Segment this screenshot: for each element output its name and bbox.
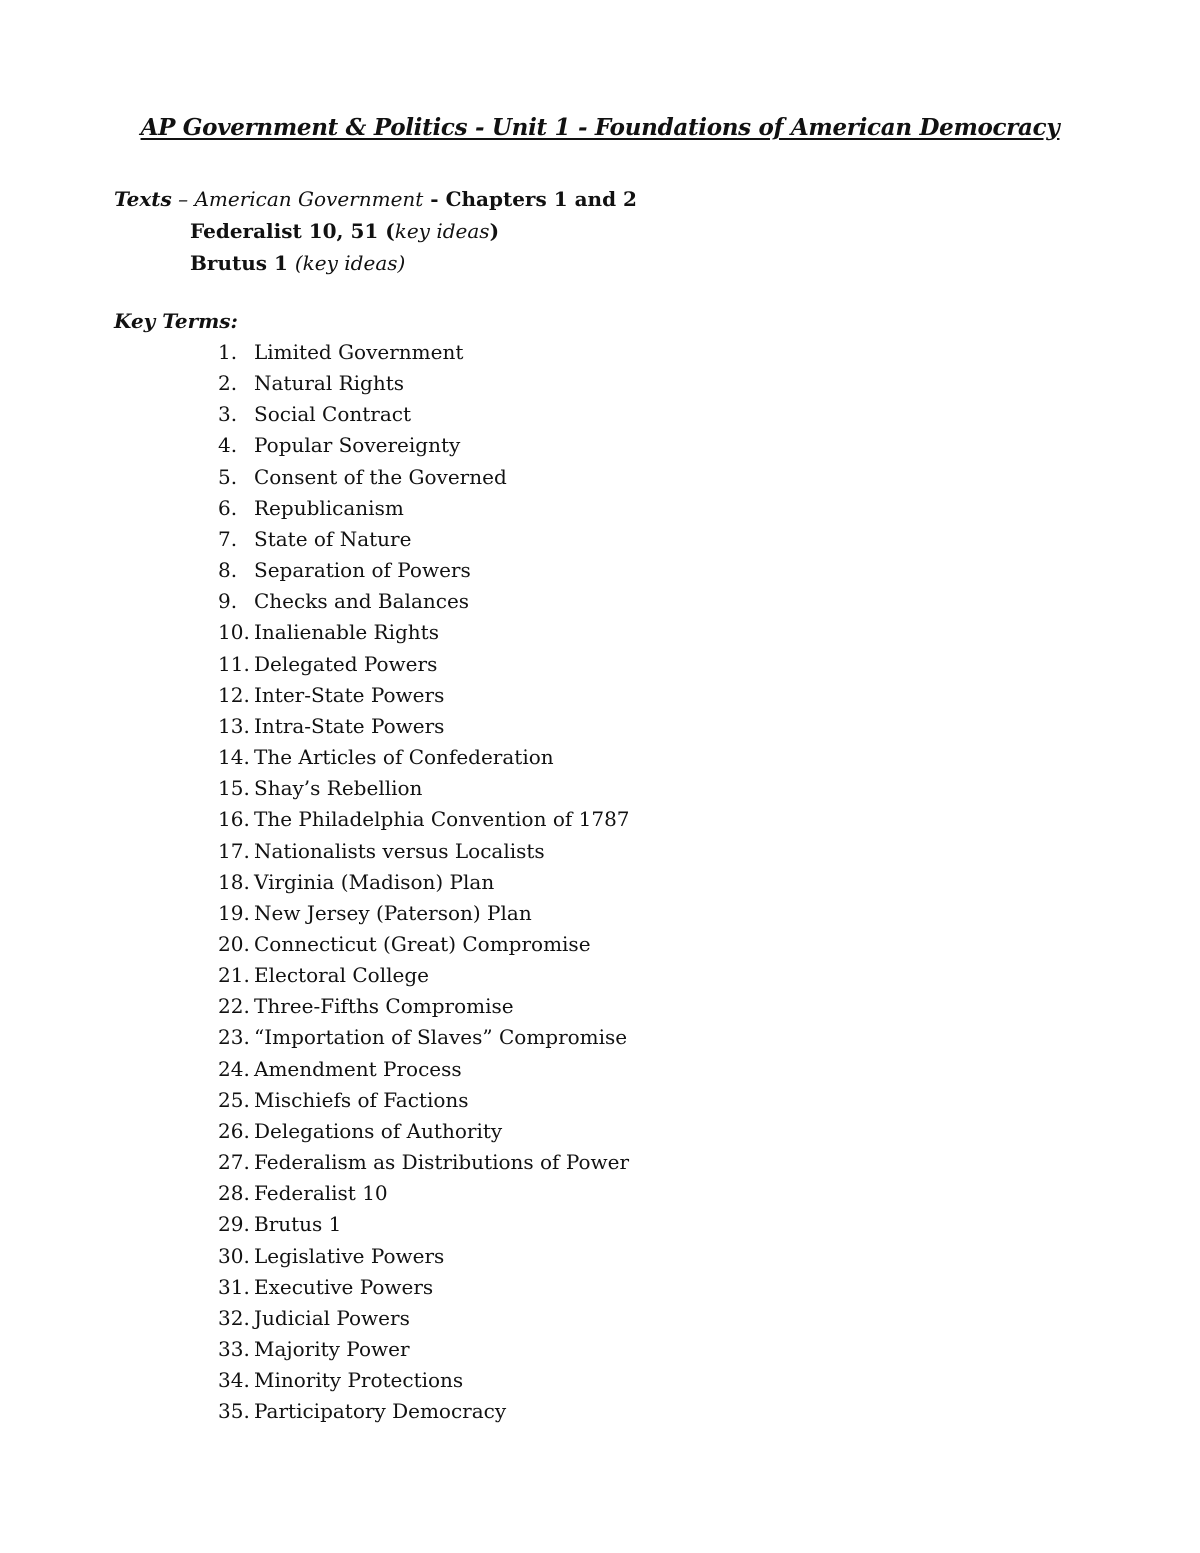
key-term-number: 24. (218, 1056, 250, 1081)
key-term-item (218, 1334, 630, 1365)
key-term-text: Inter-State Powers (254, 682, 445, 707)
key-term-text: Virginia (Madison) Plan (254, 869, 495, 894)
key-term-number: 34. (218, 1368, 250, 1393)
key-term-item (218, 867, 630, 898)
book-chapters: - Chapters 1 and 2 (423, 187, 637, 211)
key-term-text: Judicial Powers (254, 1305, 410, 1330)
federalist-line (114, 215, 637, 247)
key-term-number: 15. (218, 776, 250, 801)
key-term-text: Limited Government (254, 340, 464, 364)
key-term-number: 4. (218, 433, 238, 458)
key-term-item (218, 1396, 630, 1427)
key-term-text: Republicanism (254, 495, 404, 520)
key-term-text: Brutus 1 (254, 1212, 342, 1237)
key-term-number: 33. (218, 1337, 250, 1361)
texts-line (114, 183, 637, 215)
key-term-item (218, 493, 630, 524)
key-term-item (218, 1272, 630, 1303)
key-term-text: Checks and Balances (254, 589, 470, 614)
key-term-item (218, 1303, 630, 1334)
key-term-number: 27. (218, 1150, 250, 1175)
key-term-number: 10. (218, 620, 250, 645)
key-term-number: 2. (218, 371, 238, 396)
key-term-item (218, 430, 630, 461)
key-term-item (218, 804, 630, 835)
key-term-text: Inalienable Rights (254, 620, 439, 645)
brutus-line (114, 247, 637, 279)
key-term-item (218, 1085, 630, 1116)
key-term-number: 30. (218, 1243, 250, 1268)
key-term-number: 32. (218, 1305, 250, 1330)
key-term-item (218, 742, 630, 773)
key-term-item (218, 1147, 630, 1178)
key-term-text: The Philadelphia Convention of 1787 (254, 807, 630, 832)
key-term-number: 1. (218, 340, 238, 364)
key-term-number: 9. (218, 589, 238, 614)
key-term-number: 7. (218, 526, 238, 551)
key-term-number: 31. (218, 1274, 250, 1299)
key-term-number: 5. (218, 464, 238, 489)
key-term-item (218, 1178, 630, 1209)
key-term-text: Delegations of Authority (254, 1118, 503, 1143)
key-term-number: 8. (218, 558, 238, 583)
key-term-item (218, 368, 630, 399)
key-term-item (218, 960, 630, 991)
key-term-text: “Importation of Slaves” Compromise (254, 1025, 628, 1050)
key-term-number: 21. (218, 963, 250, 988)
key-term-text: The Articles of Confederation (254, 745, 554, 770)
key-term-item (218, 399, 630, 430)
key-term-number: 14. (218, 745, 250, 770)
key-term-number: 6. (218, 495, 238, 520)
key-term-item (218, 836, 630, 867)
key-term-text: Electoral College (254, 963, 429, 988)
key-term-item (218, 773, 630, 804)
key-term-item (218, 337, 630, 368)
key-term-item (218, 462, 630, 493)
key-term-item (218, 711, 630, 742)
key-term-item (218, 649, 630, 680)
key-term-number: 12. (218, 682, 250, 707)
key-term-number: 25. (218, 1087, 250, 1112)
key-term-number: 35. (218, 1399, 250, 1424)
key-term-text: Natural Rights (254, 371, 405, 396)
key-term-item (218, 680, 630, 711)
key-term-number: 20. (218, 931, 250, 956)
federalist-text: Federalist 10, 51 ( (190, 219, 395, 243)
key-term-item (218, 1241, 630, 1272)
key-term-text: Connecticut (Great) Compromise (254, 931, 591, 956)
key-term-number: 22. (218, 994, 250, 1019)
key-term-text: State of Nature (254, 526, 412, 551)
key-term-item (218, 898, 630, 929)
key-term-text: Executive Powers (254, 1274, 434, 1299)
key-term-text: Popular Sovereignty (254, 433, 461, 458)
key-term-text: Majority Power (254, 1337, 410, 1361)
key-term-text: Consent of the Governed (254, 464, 507, 489)
key-terms-heading: Key Terms: (114, 309, 238, 333)
key-term-number: 13. (218, 713, 250, 738)
federalist-close: ) (489, 219, 500, 243)
key-term-text: Amendment Process (254, 1056, 462, 1081)
key-term-text: Participatory Democracy (254, 1399, 507, 1424)
federalist-note: key ideas (394, 219, 490, 243)
key-term-item (218, 1022, 630, 1053)
key-term-item (218, 991, 630, 1022)
key-term-number: 23. (218, 1025, 250, 1050)
key-term-text: Legislative Powers (254, 1243, 445, 1268)
key-term-number: 29. (218, 1212, 250, 1237)
key-term-text: Federalism as Distributions of Power (254, 1150, 630, 1175)
texts-label: Texts (114, 187, 172, 211)
key-term-text: Federalist 10 (254, 1181, 388, 1206)
texts-dash: – (171, 187, 195, 211)
book-title: American Government (194, 187, 424, 211)
key-term-text: Three-Fifths Compromise (254, 994, 514, 1019)
key-term-text: Shay’s Rebellion (254, 776, 423, 801)
document-title: AP Government & Politics - Unit 1 - Foundations of American Democracy (140, 114, 1060, 141)
texts-section (114, 183, 637, 279)
key-term-text: Separation of Powers (254, 558, 471, 583)
key-term-item (218, 1209, 630, 1240)
key-term-text: Mischiefs of Factions (254, 1087, 469, 1112)
key-term-item (218, 617, 630, 648)
key-term-text: Nationalists versus Localists (254, 838, 545, 863)
key-term-item (218, 1054, 630, 1085)
key-term-text: Intra-State Powers (254, 713, 445, 738)
key-term-item (218, 524, 630, 555)
key-term-number: 19. (218, 900, 250, 925)
key-term-number: 3. (218, 402, 238, 427)
key-term-number: 11. (218, 651, 250, 676)
key-terms-list (218, 337, 630, 1427)
key-term-text: Delegated Powers (254, 651, 438, 676)
brutus-note: (key ideas) (294, 251, 406, 275)
key-term-text: New Jersey (Paterson) Plan (254, 900, 532, 925)
key-term-item (218, 1365, 630, 1396)
key-term-text: Minority Protections (254, 1368, 464, 1393)
key-term-item (218, 929, 630, 960)
key-term-item (218, 1116, 630, 1147)
key-term-number: 28. (218, 1181, 250, 1206)
key-term-number: 18. (218, 869, 250, 894)
key-term-number: 26. (218, 1118, 250, 1143)
key-term-item (218, 555, 630, 586)
key-term-text: Social Contract (254, 402, 412, 427)
brutus-text: Brutus 1 (190, 251, 295, 275)
key-term-number: 16. (218, 807, 250, 832)
key-term-item (218, 586, 630, 617)
key-term-number: 17. (218, 838, 250, 863)
